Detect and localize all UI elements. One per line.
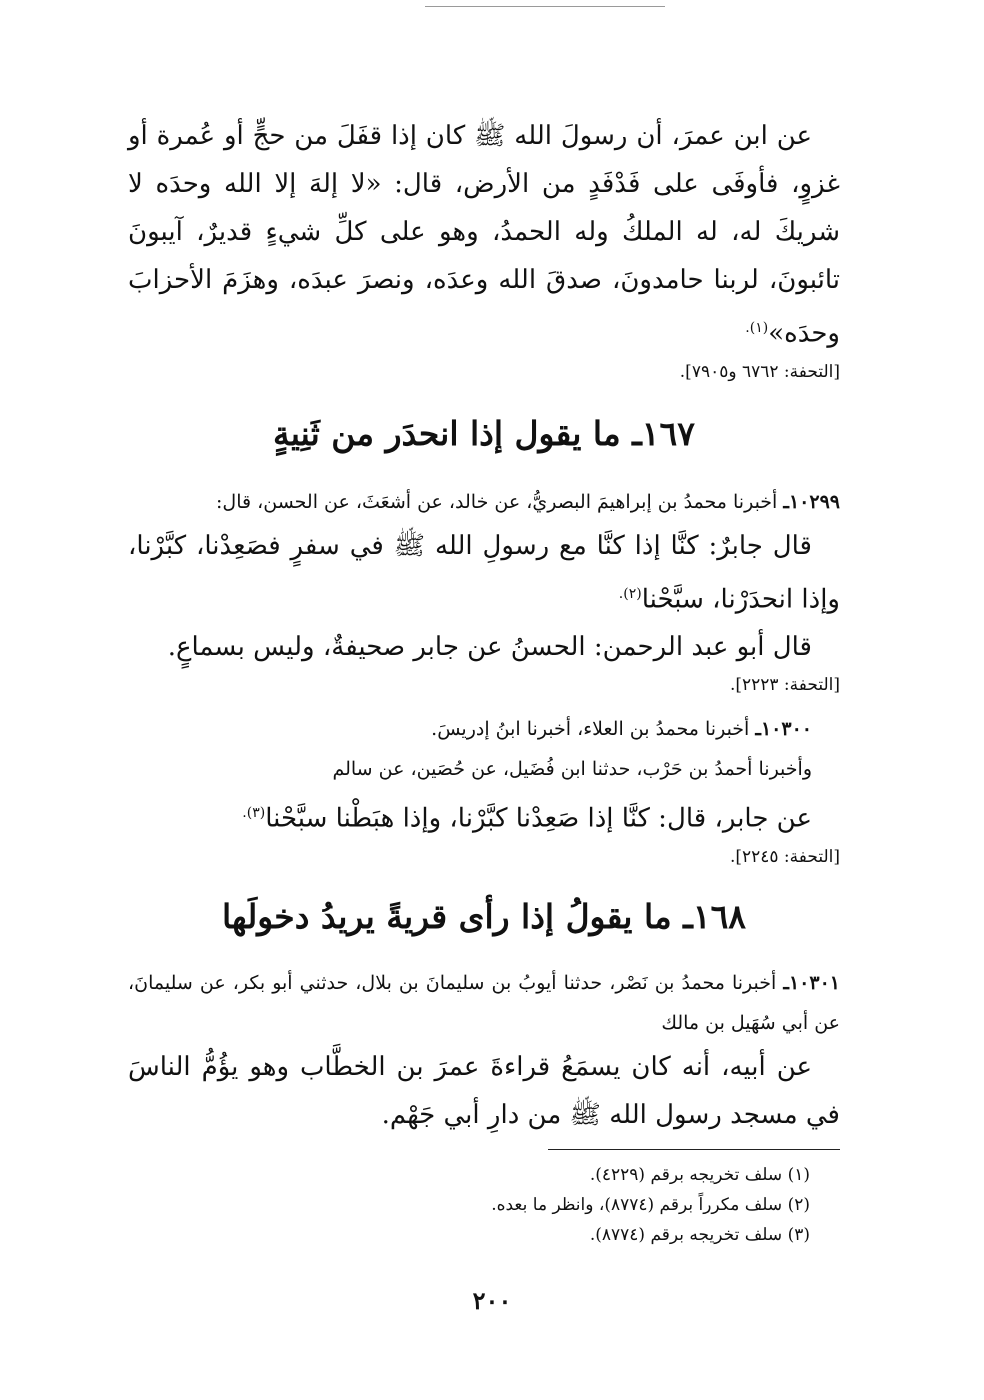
- reference-1: [التحفة: ٦٧٦٢ و٧٩٠٥].: [679, 361, 840, 382]
- hadith-number: ١٠٢٩٩ـ: [783, 490, 840, 513]
- page-body: [128, 112, 840, 1250]
- spacer: [128, 697, 840, 709]
- reference-3: [التحفة: ٢٢٤٥].: [729, 846, 840, 867]
- hadith-10299-comment: قال أبو عبد الرحمن: الحسنُ عن جابر صحيفةٌ، وليس بسماعٍ.: [167, 632, 812, 663]
- chapter-heading-167: ١٦٧ـ ما يقول إذا انحدَر من ثَنِيةٍ: [273, 413, 695, 453]
- hadith-10300-isnad-1: ١٠٣٠٠ـ أخبرنا محمدُ بن العلاء، أخبرنا ابنُ إدريسَ.: [431, 718, 812, 741]
- footnote-1: (١) سلف تخريجه برقم (٤٢٢٩).: [589, 1164, 810, 1185]
- hadith-10301-isnad: ١٠٣٠١ـ أخبرنا محمدُ بن نَصْر، حدثنا أيوبُ بن سليمانَ بن بلال، حدثني أبو بكر، عن سليمانَ، عن أبي سُهَيل بن مالك: [128, 971, 840, 1034]
- hadith-10299-isnad: ١٠٢٩٩ـ أخبرنا محمدُ بن إبراهيمَ البصريُّ، عن خالد، عن أشعَثَ، عن الحسن، قال:: [216, 490, 840, 513]
- hadith-number: ١٠٣٠١ـ: [783, 971, 840, 994]
- hadith-10299-text: قال جابرٌ: كنَّا إذا كنَّا مع رسولِ الله ﷺ في سفرٍ فصَعِدْنا، كبَّرْنا، وإذا انحدَرْنا، سبَّحْنا$^{(٢).}$: [128, 530, 840, 615]
- hadith-number: ١٠٣٠٠ـ: [755, 718, 812, 741]
- footnote-3: (٣) سلف تخريجه برقم (٨٧٧٤).: [589, 1224, 810, 1245]
- hadith-10300-isnad-2: وأخبرنا أحمدُ بن حَرْب، حدثنا ابن فُضَيل، عن حُصَين، عن سالم: [332, 758, 812, 781]
- footnote-separator: [548, 1149, 840, 1150]
- top-rule: [425, 6, 665, 7]
- hadith-10300-text: عن جابر، قال: كنَّا إذا صَعِدْنا كبَّرْنا، وإذا هبَطْنا سبَّحْنا$^{(٣).}$: [242, 803, 812, 834]
- hadith-10301-text: عن أبيه، أنه كان يسمَعُ قراءةَ عمرَ بن الخطَّاب وهو يؤُمُّ الناسَ في مسجد رسول الله ﷺ من دارِ أبي جَهْم.: [128, 1051, 840, 1130]
- reference-2: [التحفة: ٢٢٢٣].: [729, 675, 840, 696]
- chapter-heading-168: ١٦٨ـ ما يقولُ إذا رأى قريةً يريدُ دخولَها: [221, 896, 747, 936]
- paragraph-1: عن ابن عمرَ، أن رسولَ الله ﷺ كان إذا قفَلَ من حجٍّ أو عُمرة أو غزوٍ، فأوفَى على فَدْفَدٍ من الأرض، قال: «لا إلهَ إلا الله وحدَه لا شريكَ له، له الملكُ وله الحمدُ، وهو على كلِّ شيءٍ قديرٌ، آيبونَ تائبونَ، لربنا حامدونَ، صدقَ الله وعدَه، ونصرَ عبدَه، وهزَمَ الأحزابَ وحدَه»$^{(١).}$: [128, 121, 840, 349]
- page-number: ٢٠٠: [472, 1286, 512, 1315]
- footnote-2: (٢) سلف مكرراً برقم (٨٧٧٤)، وانظر ما بعده.: [491, 1194, 810, 1215]
